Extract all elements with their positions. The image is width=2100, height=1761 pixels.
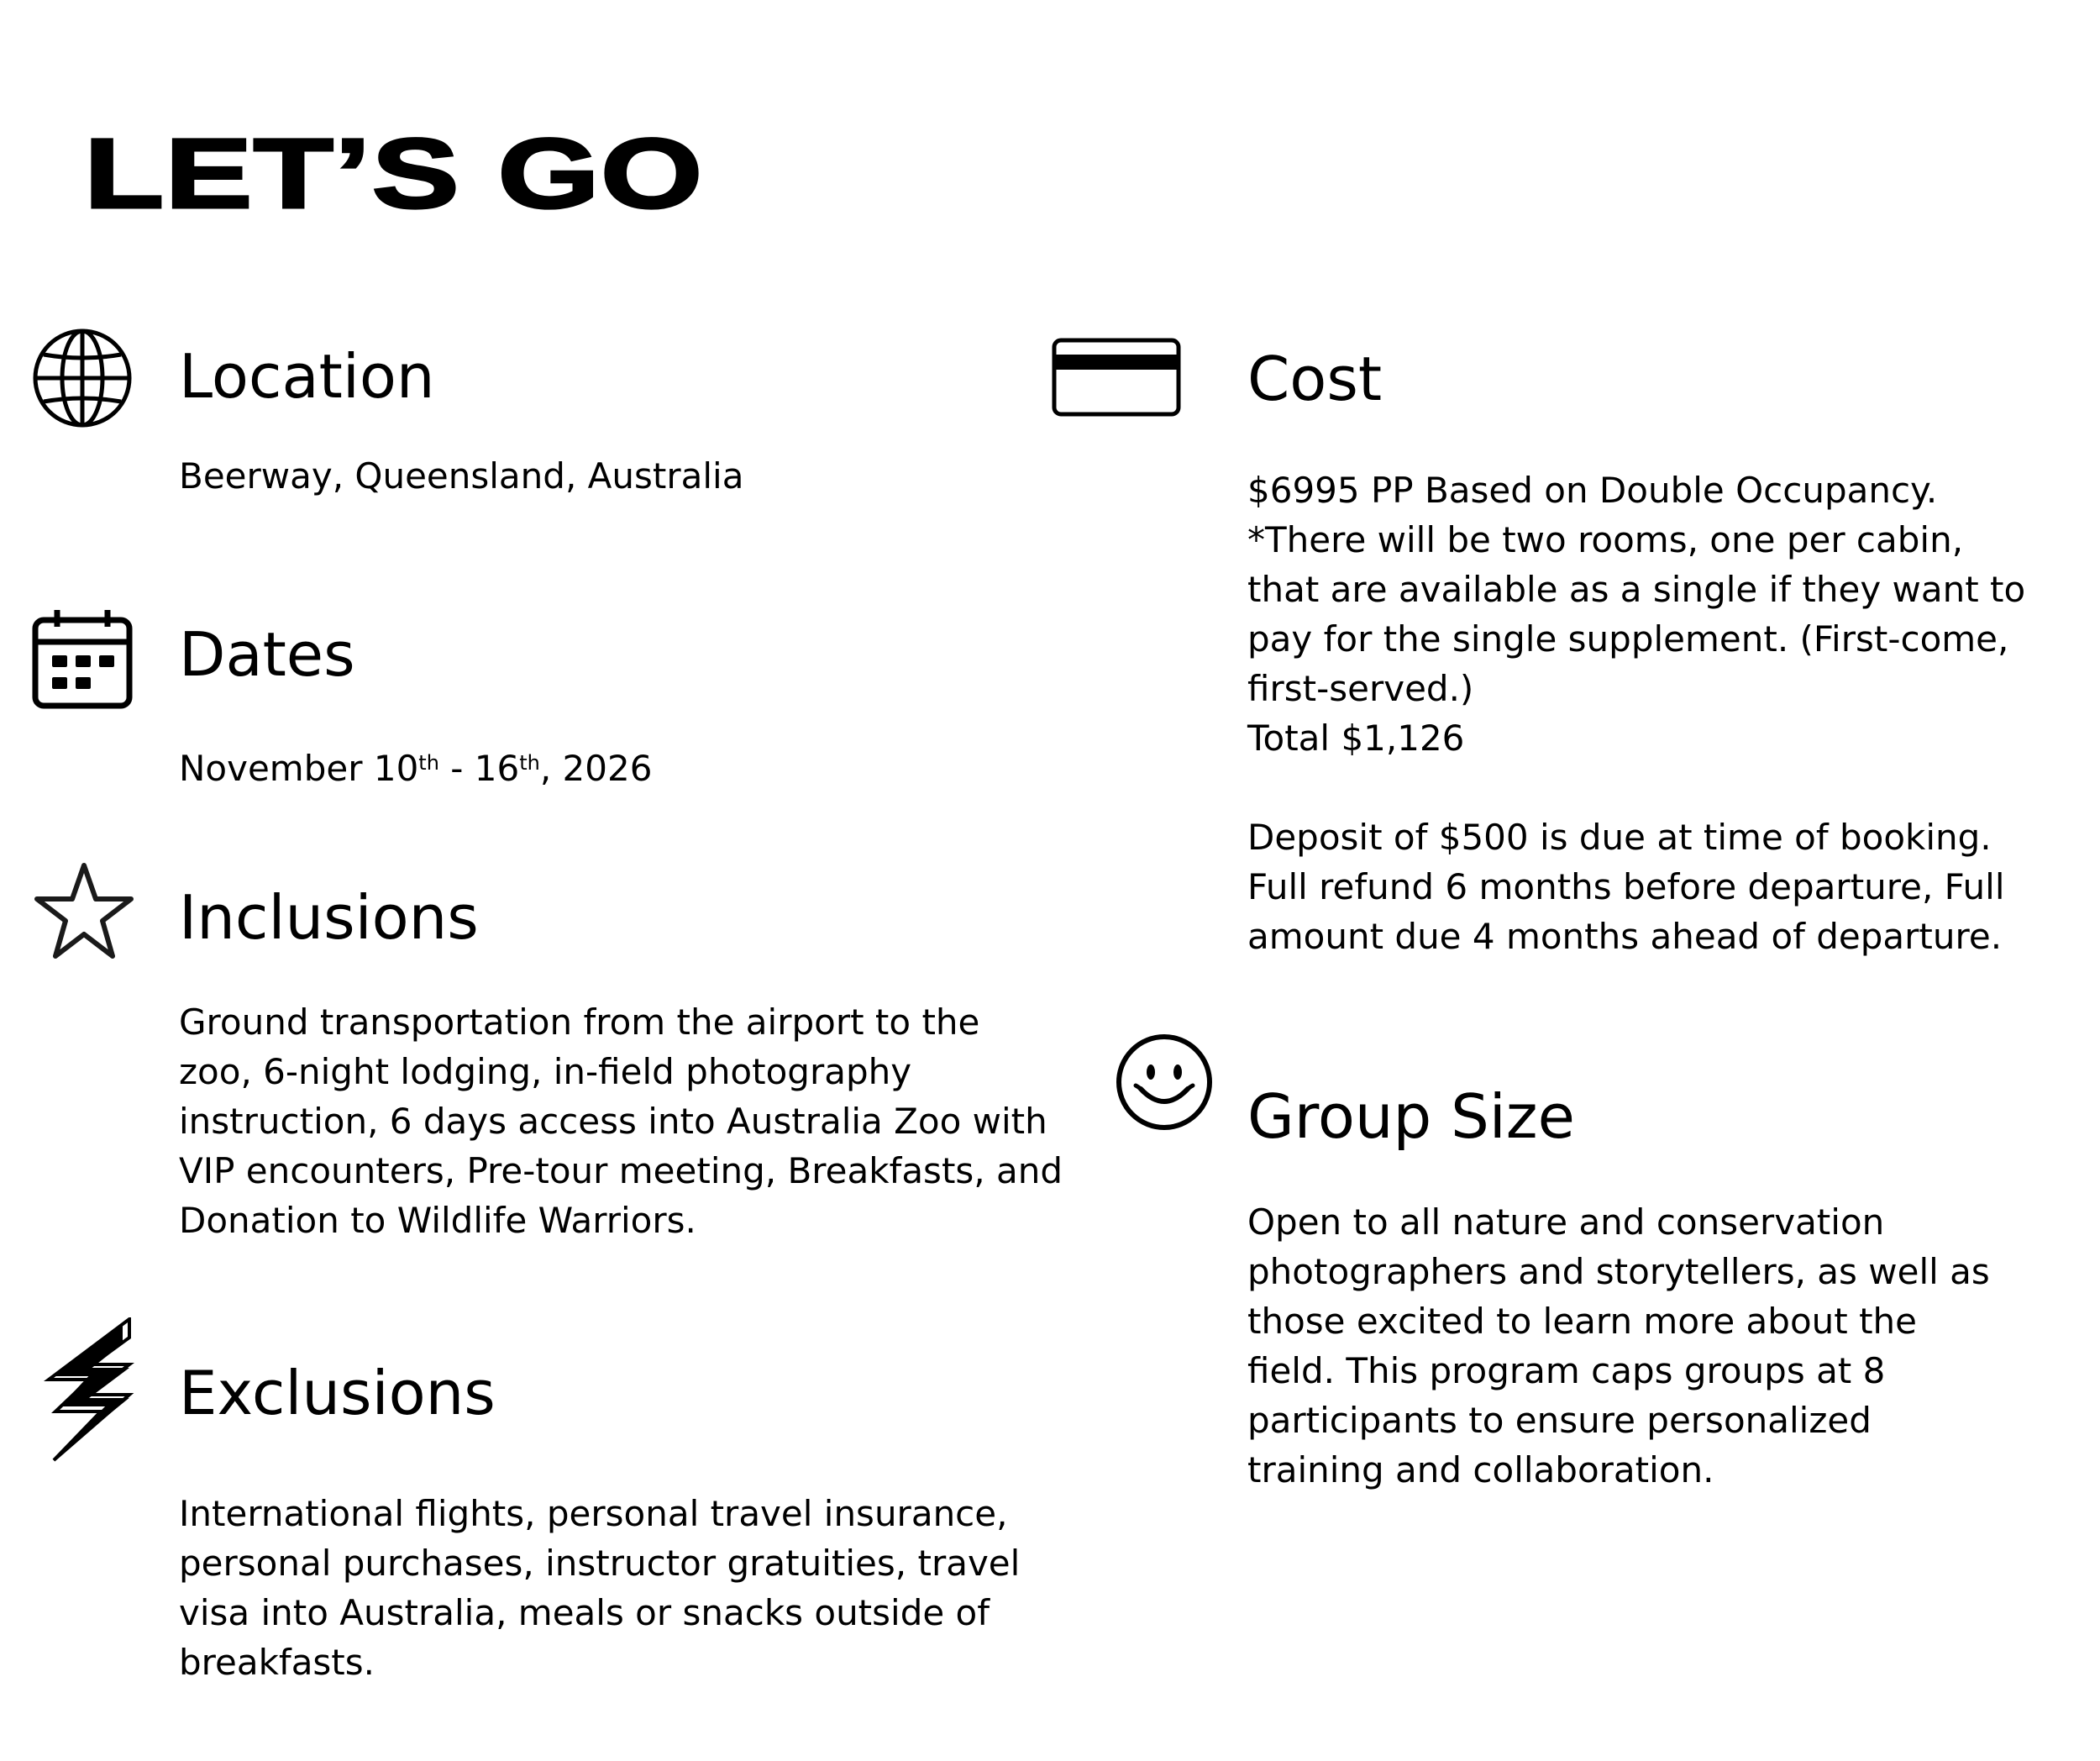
calendar-icon bbox=[32, 608, 133, 709]
deposit-line: Deposit of $500 is due at time of booking. bbox=[1247, 817, 1992, 858]
dates-heading: Dates bbox=[179, 619, 355, 690]
cost-total: Total $1,126 bbox=[1247, 718, 1465, 759]
cost-heading: Cost bbox=[1247, 344, 1383, 414]
cost-line: $6995 PP Based on Double Occupancy. bbox=[1247, 470, 1938, 511]
exclusions-line: personal purchases, instructor gratuities, travel bbox=[179, 1543, 1021, 1584]
exclusions-line: breakfasts. bbox=[179, 1642, 375, 1683]
cost-line: pay for the single supplement. (First-come, bbox=[1247, 618, 2009, 660]
exclusions-line: International flights, personal travel insurance, bbox=[179, 1493, 1008, 1534]
group-size-line: field. This program caps groups at 8 bbox=[1247, 1350, 1886, 1391]
dates-year: , 2026 bbox=[539, 748, 653, 789]
cost-line: first-served.) bbox=[1247, 668, 1474, 709]
location-text: Beerway, Queensland, Australia bbox=[179, 455, 744, 497]
dates-end: - 16 bbox=[438, 748, 520, 789]
exclusions-text bbox=[179, 1489, 1020, 1687]
group-size-line: participants to ensure personalized bbox=[1247, 1400, 1872, 1441]
star-icon bbox=[32, 860, 136, 961]
credit-card-icon bbox=[1052, 338, 1181, 417]
group-size-line: photographers and storytellers, as well as bbox=[1247, 1251, 1990, 1292]
group-size-text bbox=[1247, 1197, 1990, 1495]
inclusions-line: Donation to Wildlife Warriors. bbox=[179, 1200, 696, 1241]
inclusions-line: zoo, 6-night lodging, in-field photography bbox=[179, 1051, 912, 1092]
group-size-heading: Group Size bbox=[1247, 1081, 1575, 1152]
exclusions-heading: Exclusions bbox=[179, 1358, 496, 1428]
smiley-face-icon bbox=[1116, 1033, 1213, 1131]
group-size-line: training and collaboration. bbox=[1247, 1449, 1714, 1490]
globe-icon bbox=[32, 328, 133, 428]
cost-line: that are available as a single if they want to bbox=[1247, 569, 2026, 610]
cost-text bbox=[1247, 465, 2025, 961]
deposit-line: amount due 4 months ahead of departure. bbox=[1247, 916, 2003, 957]
dates-start: November 10 bbox=[179, 748, 419, 789]
inclusions-heading: Inclusions bbox=[179, 882, 479, 953]
inclusions-text bbox=[179, 997, 1063, 1245]
lightning-bolt-icon bbox=[42, 1317, 136, 1462]
group-size-line: Open to all nature and conservation bbox=[1247, 1201, 1885, 1243]
dates-end-suffix: th bbox=[519, 751, 540, 775]
inclusions-line: Ground transportation from the airport to the bbox=[179, 1001, 980, 1043]
cost-line: *There will be two rooms, one per cabin, bbox=[1247, 519, 1964, 560]
dates-start-suffix: th bbox=[418, 751, 439, 775]
dates-text bbox=[179, 744, 652, 793]
inclusions-line: instruction, 6 days access into Australia Zoo with bbox=[179, 1101, 1047, 1142]
deposit-line: Full refund 6 months before departure, Full bbox=[1247, 866, 2005, 907]
paragraph-gap bbox=[1247, 763, 2025, 812]
group-size-line: those excited to learn more about the bbox=[1247, 1301, 1918, 1342]
page-title: LET’S GO bbox=[84, 118, 704, 229]
location-heading: Location bbox=[179, 341, 435, 412]
inclusions-line: VIP encounters, Pre-tour meeting, Breakfasts, and bbox=[179, 1150, 1063, 1191]
exclusions-line: visa into Australia, meals or snacks outside of bbox=[179, 1592, 990, 1633]
